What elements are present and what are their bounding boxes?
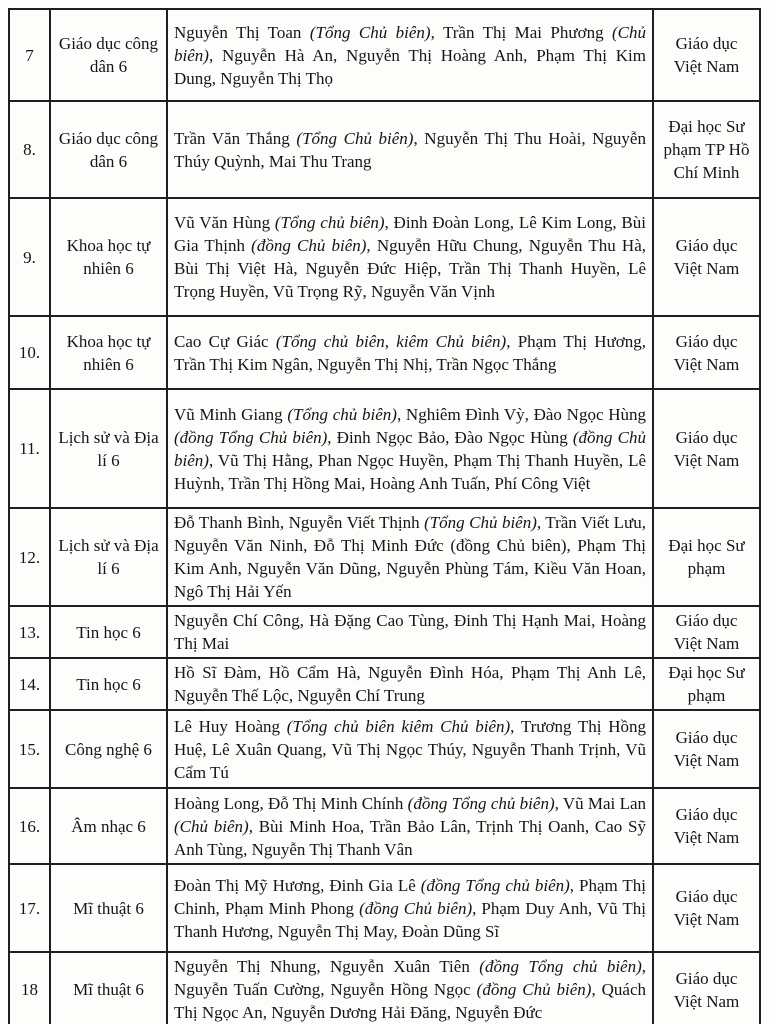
table-row xyxy=(9,864,760,952)
publisher-cell: Đại học Sư phạm xyxy=(653,658,760,710)
author-names: , Nguyễn Tuấn Cường, Nguyễn Hồng Ngọc xyxy=(174,957,647,999)
publisher-cell: Giáo dục Việt Nam xyxy=(653,710,760,788)
author-names: Cao Cự Giác xyxy=(174,331,276,351)
publisher-cell: Giáo dục Việt Nam xyxy=(653,606,760,658)
row-number-cell: 16. xyxy=(9,788,50,864)
row-number-cell: 17. xyxy=(9,864,50,952)
authors-cell xyxy=(167,788,653,864)
table-row xyxy=(9,658,760,710)
subject-cell: Tin học 6 xyxy=(50,606,167,658)
author-role-italic: (đồng Chủ biên) xyxy=(359,898,473,918)
author-role-italic: (Chủ biên) xyxy=(174,22,647,65)
subject-cell: Khoa học tự nhiên 6 xyxy=(50,316,167,389)
subject-cell: Công nghệ 6 xyxy=(50,710,167,788)
row-number-cell: 15. xyxy=(9,710,50,788)
authors-cell xyxy=(167,316,653,389)
subject-cell: Khoa học tự nhiên 6 xyxy=(50,198,167,316)
authors-cell xyxy=(167,606,653,658)
authors-cell xyxy=(167,389,653,508)
publisher-cell: Giáo dục Việt Nam xyxy=(653,864,760,952)
author-role-italic: (đồng Tổng Chủ biên) xyxy=(174,427,328,447)
subject-cell: Lịch sử và Địa lí 6 xyxy=(50,389,167,508)
author-names: Trần Văn Thắng xyxy=(174,128,297,148)
authors-cell xyxy=(167,198,653,316)
textbook-table-body xyxy=(9,9,760,1024)
row-number-cell: 11. xyxy=(9,389,50,508)
author-role-italic: (đồng Tổng chủ biên) xyxy=(407,793,555,813)
publisher-cell: Đại học Sư phạm TP Hồ Chí Minh xyxy=(653,101,760,198)
author-role-italic: (đồng Chủ biên) xyxy=(251,236,367,255)
subject-cell: Giáo dục công dân 6 xyxy=(50,9,167,101)
author-names: Lê Huy Hoàng xyxy=(174,716,287,736)
row-number-cell: 8. xyxy=(9,101,50,198)
author-role-italic: (Tổng chủ biên kiêm Chủ biên) xyxy=(286,716,511,736)
author-names: , Phạm Duy Anh, Vũ Thị Thanh Hương, Nguyễn Thị May, Đoàn Dũng Sĩ xyxy=(174,898,646,941)
table-row xyxy=(9,9,760,101)
row-number-cell: 9. xyxy=(9,198,50,316)
author-names: , Đinh Ngọc Bảo, Đào Ngọc Hùng xyxy=(327,427,573,447)
subject-cell: Mĩ thuật 6 xyxy=(50,952,167,1024)
row-number-cell: 10. xyxy=(9,316,50,389)
subject-cell: Tin học 6 xyxy=(50,658,167,710)
author-names: , Quách Thị Ngọc An, Nguyễn Dương Hải Đăng, Nguyễn Đức xyxy=(174,980,647,1022)
subject-cell: Mĩ thuật 6 xyxy=(50,864,167,952)
authors-cell xyxy=(167,864,653,952)
publisher-cell: Giáo dục Việt Nam xyxy=(653,198,760,316)
author-role-italic: (Chủ biên) xyxy=(174,816,249,836)
authors-cell xyxy=(167,952,653,1024)
author-role-italic: (Tổng Chủ biên) xyxy=(309,22,431,42)
author-role-italic: (Tổng Chủ biên) xyxy=(424,513,537,532)
table-row xyxy=(9,508,760,606)
subject-cell: Âm nhạc 6 xyxy=(50,788,167,864)
table-row xyxy=(9,389,760,508)
author-names: , Nguyễn Hữu Chung, Nguyễn Thu Hà, Bùi Thị Việt Hà, Nguyễn Đức Hiệp, Trần Thị Thanh Huyền, Lê Trọng Huyền, Vũ Trọng Rỹ, Nguyễn Văn Vịnh xyxy=(174,236,646,301)
authors-cell xyxy=(167,101,653,198)
author-names: , Vũ Thị Hằng, Phan Ngọc Huyền, Phạm Thị Thanh Huyền, Lê Huỳnh, Trần Thị Hồng Mai, Hoàng Anh Tuấn, Phí Công Việt xyxy=(174,450,646,493)
author-names: , Nguyễn Thị Thu Hoài, Nguyễn Thúy Quỳnh, Mai Thu Trang xyxy=(174,128,646,171)
authors-cell xyxy=(167,658,653,710)
author-names: , Trần Viết Lưu, Nguyễn Văn Ninh, Đỗ Thị Minh Đức (đồng Chủ biên), Phạm Thị Kim Anh, Nguyễn Văn Dũng, Nguyễn Phùng Tám, Kiều Văn Hoan, Ngô Thị Hải Yến xyxy=(174,513,646,601)
row-number-cell: 14. xyxy=(9,658,50,710)
subject-cell: Lịch sử và Địa lí 6 xyxy=(50,508,167,606)
author-names: , Nguyễn Hà An, Nguyễn Thị Hoàng Anh, Phạm Thị Kim Dung, Nguyễn Thị Thọ xyxy=(174,45,646,88)
author-names: , Đinh Đoàn Long, Lê Kim Long, Bùi Gia Thịnh xyxy=(174,213,646,255)
author-role-italic: (đồng Chủ biên) xyxy=(476,980,592,999)
table-row xyxy=(9,952,760,1024)
author-names: , Bùi Minh Hoa, Trần Bảo Lân, Trịnh Thị Oanh, Cao Sỹ Anh Tùng, Nguyễn Thị Thanh Vân xyxy=(174,816,646,859)
author-names: , Trương Thị Hồng Huệ, Lê Xuân Quang, Vũ Thị Ngọc Thúy, Nguyễn Thanh Trịnh, Vũ Cẩm Tú xyxy=(174,716,647,782)
author-names: Nguyễn Thị Toan xyxy=(174,22,310,42)
author-role-italic: (đồng Tổng chủ biên) xyxy=(420,875,570,895)
author-role-italic: (đồng Chủ biên) xyxy=(174,427,647,470)
author-role-italic: (Tổng chủ biên, kiêm Chủ biên) xyxy=(275,331,507,351)
publisher-cell: Giáo dục Việt Nam xyxy=(653,788,760,864)
table-row xyxy=(9,606,760,658)
publisher-cell: Đại học Sư phạm xyxy=(653,508,760,606)
author-names: , Trần Thị Mai Phương xyxy=(430,22,613,42)
authors-cell xyxy=(167,710,653,788)
row-number-cell: 18 xyxy=(9,952,50,1024)
table-row xyxy=(9,198,760,316)
author-names: , Phạm Thị Hương, Trần Thị Kim Ngân, Nguyễn Thị Nhị, Trần Ngọc Thắng xyxy=(174,331,646,374)
author-role-italic: (Tổng Chủ biên) xyxy=(296,128,414,148)
author-names: , Vũ Mai Lan xyxy=(554,793,646,813)
author-names: Hồ Sĩ Đàm, Hồ Cẩm Hà, Nguyễn Đình Hóa, Phạm Thị Anh Lê, Nguyễn Thế Lộc, Nguyễn Chí Trung xyxy=(174,663,646,705)
table-row xyxy=(9,788,760,864)
author-names: Vũ Minh Giang xyxy=(174,404,288,424)
row-number-cell: 12. xyxy=(9,508,50,606)
publisher-cell: Giáo dục Việt Nam xyxy=(653,9,760,101)
row-number-cell: 7 xyxy=(9,9,50,101)
authors-cell xyxy=(167,508,653,606)
subject-cell: Giáo dục công dân 6 xyxy=(50,101,167,198)
author-names: , Nghiêm Đình Vỳ, Đào Ngọc Hùng xyxy=(396,404,646,424)
table-row xyxy=(9,101,760,198)
row-number-cell: 13. xyxy=(9,606,50,658)
authors-cell xyxy=(167,9,653,101)
textbook-table xyxy=(8,8,761,1024)
author-role-italic: (đồng Tổng chủ biên) xyxy=(479,957,642,976)
author-names: , Phạm Thị Chinh, Phạm Minh Phong xyxy=(174,875,646,918)
publisher-cell: Giáo dục Việt Nam xyxy=(653,952,760,1024)
author-names: Đỗ Thanh Bình, Nguyễn Viết Thịnh xyxy=(174,513,425,532)
author-names: Vũ Văn Hùng xyxy=(174,213,275,232)
author-role-italic: (Tổng chủ biên) xyxy=(287,404,397,424)
publisher-cell: Giáo dục Việt Nam xyxy=(653,389,760,508)
author-names: Đoàn Thị Mỹ Hương, Đinh Gia Lê xyxy=(174,875,421,895)
publisher-cell: Giáo dục Việt Nam xyxy=(653,316,760,389)
author-names: Hoàng Long, Đỗ Thị Minh Chính xyxy=(174,793,408,813)
author-role-italic: (Tổng chủ biên) xyxy=(274,213,385,232)
table-row xyxy=(9,710,760,788)
author-names: Nguyễn Thị Nhung, Nguyễn Xuân Tiên xyxy=(174,957,480,976)
table-row xyxy=(9,316,760,389)
author-names: Nguyễn Chí Công, Hà Đặng Cao Tùng, Đinh Thị Hạnh Mai, Hoàng Thị Mai xyxy=(174,611,646,653)
